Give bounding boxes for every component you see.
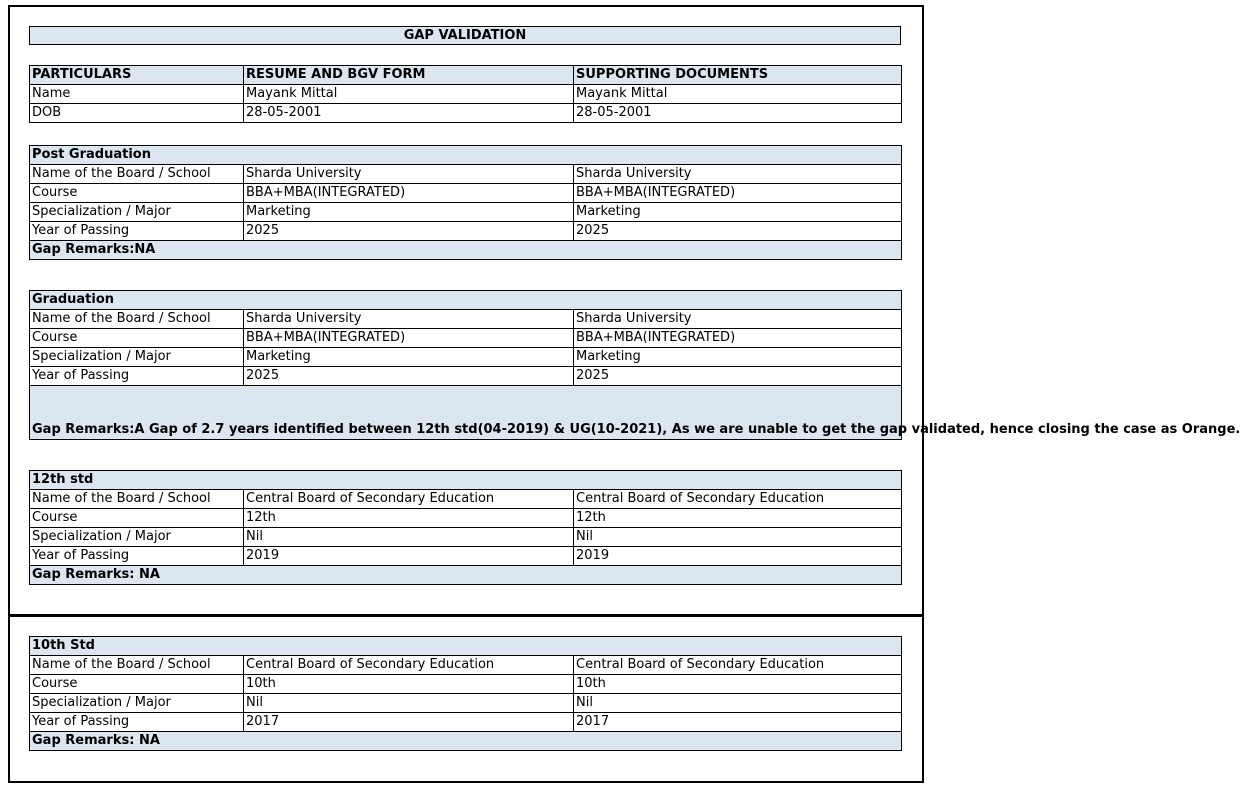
row-label: Name of the Board / School bbox=[30, 490, 244, 509]
resume-value: BBA+MBA(INTEGRATED) bbox=[244, 184, 574, 203]
resume-value: Sharda University bbox=[244, 165, 574, 184]
documents-value: 2019 bbox=[574, 547, 902, 566]
row-label: Specialization / Major bbox=[30, 203, 244, 222]
resume-value: Marketing bbox=[244, 203, 574, 222]
documents-value: 2017 bbox=[574, 713, 902, 732]
table-header-row bbox=[30, 66, 902, 85]
documents-value: 2025 bbox=[574, 367, 902, 386]
row-label: Course bbox=[30, 329, 244, 348]
documents-value: 2025 bbox=[574, 222, 902, 241]
row-label: Year of Passing bbox=[30, 222, 244, 241]
row-label: Course bbox=[30, 509, 244, 528]
gap-remarks: Gap Remarks: NA bbox=[30, 732, 902, 751]
gap-remarks: Gap Remarks:A Gap of 2.7 years identified between 12th std(04-2019) & UG(10-2021), As we are unable to get the gap validated, hence closing the case as Orange. bbox=[30, 386, 902, 440]
row-label: Specialization / Major bbox=[30, 694, 244, 713]
row-label: Name bbox=[30, 85, 244, 104]
documents-value: Mayank Mittal bbox=[574, 85, 902, 104]
column-header-resume: RESUME AND BGV FORM bbox=[244, 66, 574, 85]
row-label: Name of the Board / School bbox=[30, 310, 244, 329]
documents-value: Sharda University bbox=[574, 310, 902, 329]
documents-value: 10th bbox=[574, 675, 902, 694]
documents-value: 28-05-2001 bbox=[574, 104, 902, 123]
documents-value: Nil bbox=[574, 694, 902, 713]
row-label: Year of Passing bbox=[30, 713, 244, 732]
section-12th-std bbox=[29, 470, 902, 585]
resume-value: 28-05-2001 bbox=[244, 104, 574, 123]
row-label: Name of the Board / School bbox=[30, 656, 244, 675]
resume-value: 10th bbox=[244, 675, 574, 694]
resume-value: Central Board of Secondary Education bbox=[244, 656, 574, 675]
table-row bbox=[30, 104, 902, 123]
particulars-table bbox=[29, 65, 902, 123]
documents-value: Marketing bbox=[574, 203, 902, 222]
documents-value: Central Board of Secondary Education bbox=[574, 490, 902, 509]
section-title: Post Graduation bbox=[30, 146, 902, 165]
documents-value: Nil bbox=[574, 528, 902, 547]
section-graduation bbox=[29, 290, 1240, 440]
documents-value: 12th bbox=[574, 509, 902, 528]
row-label: Specialization / Major bbox=[30, 528, 244, 547]
row-label: DOB bbox=[30, 104, 244, 123]
resume-value: Nil bbox=[244, 694, 574, 713]
page-title: GAP VALIDATION bbox=[29, 26, 901, 45]
documents-value: Marketing bbox=[574, 348, 902, 367]
resume-value: Marketing bbox=[244, 348, 574, 367]
resume-value: 12th bbox=[244, 509, 574, 528]
section-post-graduation bbox=[29, 145, 902, 260]
resume-value: Nil bbox=[244, 528, 574, 547]
resume-value: Sharda University bbox=[244, 310, 574, 329]
section-title: Graduation bbox=[30, 291, 902, 310]
table-row bbox=[30, 85, 902, 104]
row-label: Year of Passing bbox=[30, 367, 244, 386]
column-header-documents: SUPPORTING DOCUMENTS bbox=[574, 66, 902, 85]
section-title: 12th std bbox=[30, 471, 902, 490]
resume-value: Mayank Mittal bbox=[244, 85, 574, 104]
row-label: Year of Passing bbox=[30, 547, 244, 566]
gap-remarks: Gap Remarks:NA bbox=[30, 241, 902, 260]
resume-value: 2019 bbox=[244, 547, 574, 566]
row-label: Course bbox=[30, 675, 244, 694]
documents-value: Sharda University bbox=[574, 165, 902, 184]
gap-remarks: Gap Remarks: NA bbox=[30, 566, 902, 585]
section-title: 10th Std bbox=[30, 637, 902, 656]
section-10th-std bbox=[29, 636, 902, 751]
documents-value: Central Board of Secondary Education bbox=[574, 656, 902, 675]
resume-value: Central Board of Secondary Education bbox=[244, 490, 574, 509]
row-label: Name of the Board / School bbox=[30, 165, 244, 184]
resume-value: BBA+MBA(INTEGRATED) bbox=[244, 329, 574, 348]
row-label: Course bbox=[30, 184, 244, 203]
row-label: Specialization / Major bbox=[30, 348, 244, 367]
resume-value: 2025 bbox=[244, 222, 574, 241]
documents-value: BBA+MBA(INTEGRATED) bbox=[574, 184, 902, 203]
resume-value: 2017 bbox=[244, 713, 574, 732]
resume-value: 2025 bbox=[244, 367, 574, 386]
column-header-particulars: PARTICULARS bbox=[30, 66, 244, 85]
documents-value: BBA+MBA(INTEGRATED) bbox=[574, 329, 902, 348]
